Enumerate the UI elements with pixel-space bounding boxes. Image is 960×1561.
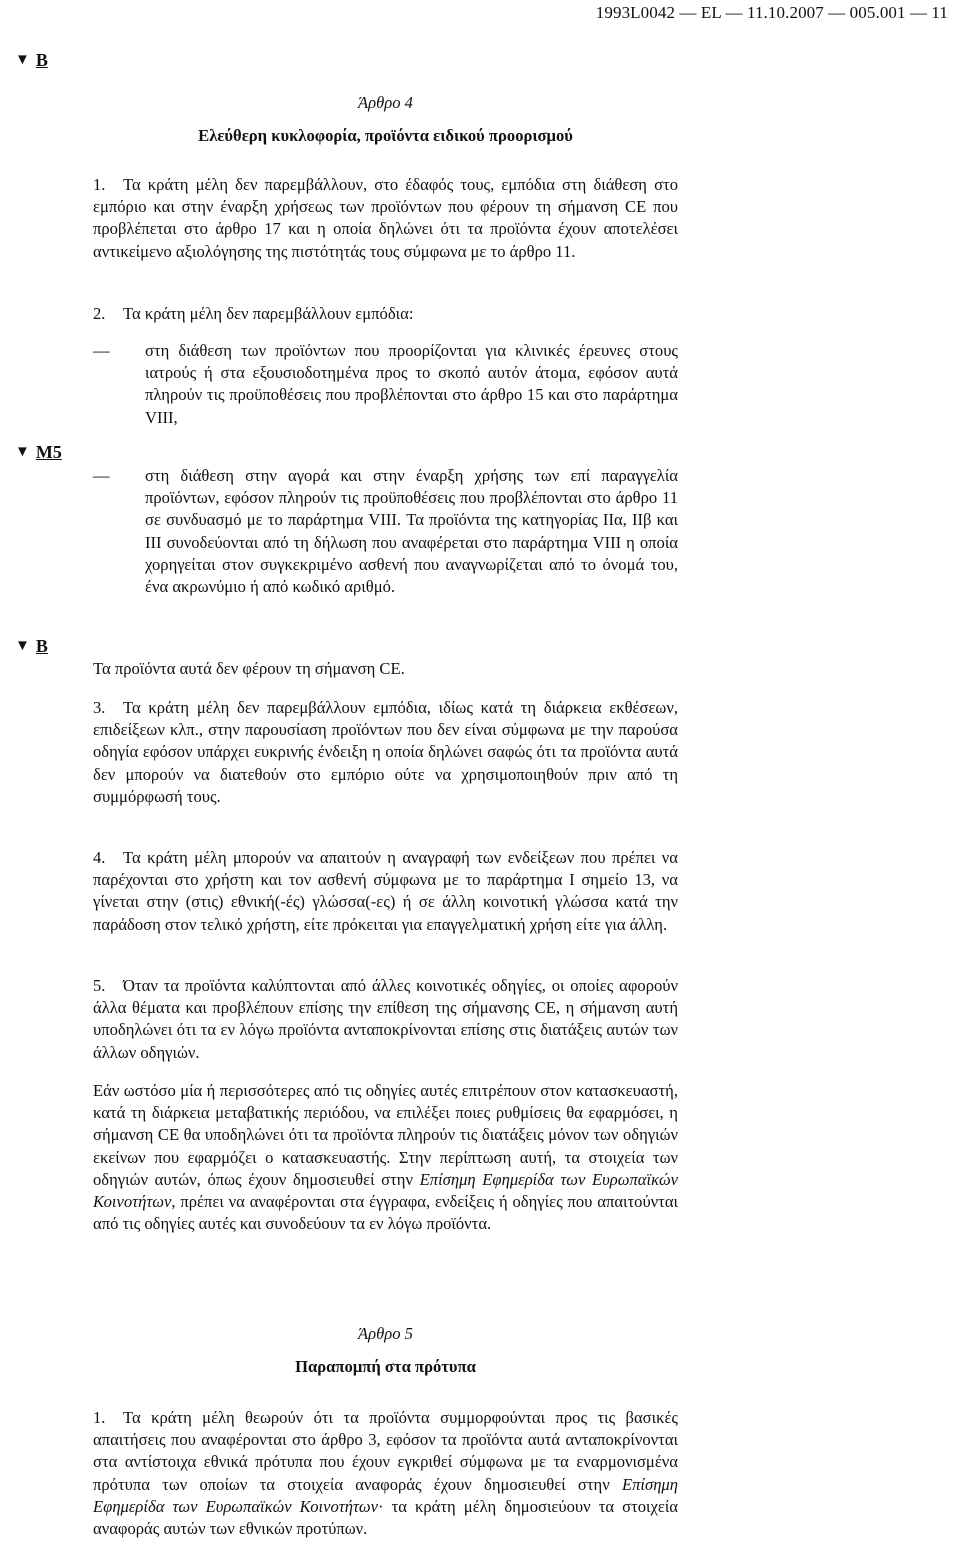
paragraph-text: · τα κράτη μέλη δημοσιεύουν τα στοιχεία αναφοράς αυτών των εθνικών προτύπων. — [93, 1496, 678, 1539]
marker-code: B — [35, 50, 48, 70]
article-4-paragraph-4 — [93, 847, 678, 936]
article-5-title: Παραπομπή στα πρότυπα — [295, 1357, 476, 1376]
dash-item-text: στη διάθεση των προϊόντων που προορίζονται για κλινικές έρευνες στους ιατρούς ή στα εξουσιοδοτημένα προς το σκοπό αυτόν άτομα, εφόσον αυτά πληρούν τις προϋποθέσεις που προβλέπονται στο άρθρο 15 και στο παράρτημα VIII, — [145, 341, 678, 427]
paragraph-text: Τα κράτη μέλη δεν παρεμβάλλουν εμπόδια: — [123, 304, 414, 323]
paragraph-text: Τα κράτη μέλη δεν παρεμβάλλουν, στο έδαφός τους, εμπόδια στη διάθεση στο εμπόριο και στην έναρξη χρήσεως των προϊόντων που φέρουν τη σήμανση CE που προβλέπεται στο άρθρο 17 και η οποία δηλώνει ότι τα προϊόντα έχουν αποτελέσει αντικείμενο αξιολόγησης της πιστότητάς τους σύμφωνα με το άρθρο 11. — [93, 175, 678, 261]
article-5-number: Άρθρο 5 — [358, 1324, 413, 1343]
paragraph-text: Τα κράτη μέλη μπορούν να απαιτούν η αναγραφή των ενδείξεων που πρέπει να παρέχονται στο χρήστη και τον ασθενή σύμφωνα με το παράρτημα I σημείο 13, να γίνεται στην (στις) εθνική(-ές) γλώσσα(-ες) ή σε άλλη κοινοτική γλώσσα κατά την παράδοση στον τελικό χρήστη, είτε πρόκειται για επαγγελματική χρήση είτε για άλλη. — [93, 848, 678, 934]
document-reference-header: 1993L0042 — EL — 11.10.2007 — 005.001 — 11 — [595, 3, 948, 22]
paragraph-text: Τα κράτη μέλη δεν παρεμβάλλουν εμπόδια, ιδίως κατά τη διάρκεια εκθέσεων, επιδείξεων κλπ., στην παρουσίαση προϊόντων που δεν είναι σύμφωνα με την παρούσα οδηγία εφόσον υπάρχει ευκρινής ένδειξη η οποία δηλώνει σαφώς ότι τα προϊόντα αυτά δεν μπορούν να διατεθούν στο εμπόριο ούτε να χρησιμοποιηθούν πριν από τη συμμόρφωσή τους. — [93, 698, 678, 806]
article-4-title: Ελεύθερη κυκλοφορία, προϊόντα ειδικού προορισμού — [198, 126, 573, 145]
official-journal-title: Επίσημη Εφημερίδα των Ευρωπαϊκών Κοινοτήτων — [93, 1474, 678, 1516]
article-4-paragraph-5 — [93, 975, 678, 1064]
dash-item-text: στη διάθεση στην αγορά και στην έναρξη χρήσης των επί παραγγελία προϊόντων, εφόσον πληρούν τις προϋποθέσεις που προβλέπονται στο άρθρο 11 σε συνδυασμό με το παράρτημα VIII. Τα προϊόντα της κατηγορίας IIα, IIβ και III συνοδεύονται από τη δήλωση που αναφέρεται στο παράρτημα VIII η οποία χορηγείται στον συγκεκριμένο ασθενή που αναγνωρίζεται από το όνομά του, ένα ακρωνύμιο ή από κωδικό αριθμό. — [145, 466, 678, 597]
paragraph-text: Όταν τα προϊόντα καλύπτονται από άλλες κοινοτικές οδηγίες, οι οποίες αφορούν άλλα θέματα και προβλέπουν επίσης την επίθεση της σήμανσης CE, η σήμανση αυτή υποδηλώνει ότι τα εν λόγω προϊόντα ανταποκρίνονται επίσης στις διατάξεις αυτών των άλλων οδηγιών. — [93, 976, 678, 1062]
paragraph-number: 5. — [93, 976, 106, 995]
official-journal-title: Επίσημη Εφημερίδα των Ευρωπαϊκών Κοινοτήτων — [93, 1169, 678, 1212]
triangle-down-icon: ▼ — [15, 444, 30, 460]
article-4-paragraph-2 — [93, 303, 678, 325]
triangle-down-icon: ▼ — [15, 638, 30, 654]
paragraph-number: 2. — [93, 304, 106, 323]
dash-symbol: — — [93, 466, 110, 485]
amendment-marker-b — [15, 50, 48, 71]
paragraph-text: , πρέπει να αναφέρονται στα έγγραφα, ενδείξεις ή οδηγίες που απαιτούνται από τις οδηγίες αυτές και συνοδεύουν τα εν λόγω προϊόντα. — [93, 1192, 678, 1234]
paragraph-number: 3. — [93, 698, 106, 717]
paragraph-number: 1. — [93, 1408, 106, 1427]
triangle-down-icon: ▼ — [15, 52, 30, 68]
paragraph-text: Τα κράτη μέλη θεωρούν ότι τα προϊόντα συμμορφούνται προς τις βασικές απαιτήσεις που αναφέρονται στο άρθρο 3, εφόσον τα προϊόντα αυτά ανταποκρίνονται στα αντίστοιχα εθνικά πρότυπα που έχουν εγκριθεί σύμφωνα με τα εναρμονισμένα πρότυπα των οποίων τα στοιχεία αναφοράς έχουν δημοσιευθεί στην — [93, 1408, 678, 1494]
article-4-paragraph-3 — [93, 697, 678, 808]
amendment-marker-m5 — [15, 442, 62, 463]
amendment-marker-b — [15, 636, 48, 657]
article-4-number: Άρθρο 4 — [358, 93, 413, 112]
marker-code: M5 — [35, 442, 62, 462]
paragraph-number: 1. — [93, 175, 106, 194]
article-5-paragraph-1 — [93, 1407, 678, 1540]
paragraph-text: Εάν ωστόσο μία ή περισσότερες από τις οδηγίες αυτές επιτρέπουν στον κατασκευαστή, κατά τη διάρκεια μεταβατικής περιόδου, να επιλέξει ποιες ρυθμίσεις θα εφαρμόσει, η σήμανση CE θα υποδηλώνει ότι τα προϊόντα πληρούν τις διατάξεις μόνον των οδηγιών εκείνων που εφαρμόζει ο κατασκευαστής. Στην περίπτωση αυτή, τα στοιχεία των οδηγιών αυτών, όπως έχουν δημοσιευθεί στην — [93, 1081, 678, 1189]
dash-item-1 — [93, 340, 678, 429]
dash-symbol: — — [93, 341, 110, 360]
dash-item-2 — [93, 465, 678, 598]
paragraph-number: 4. — [93, 848, 106, 867]
no-ce-marking-note: Τα προϊόντα αυτά δεν φέρουν τη σήμανση CE. — [93, 659, 405, 678]
marker-code: B — [35, 636, 48, 656]
article-4-paragraph-5-subparagraph — [93, 1080, 678, 1235]
article-4-paragraph-1 — [93, 174, 678, 263]
